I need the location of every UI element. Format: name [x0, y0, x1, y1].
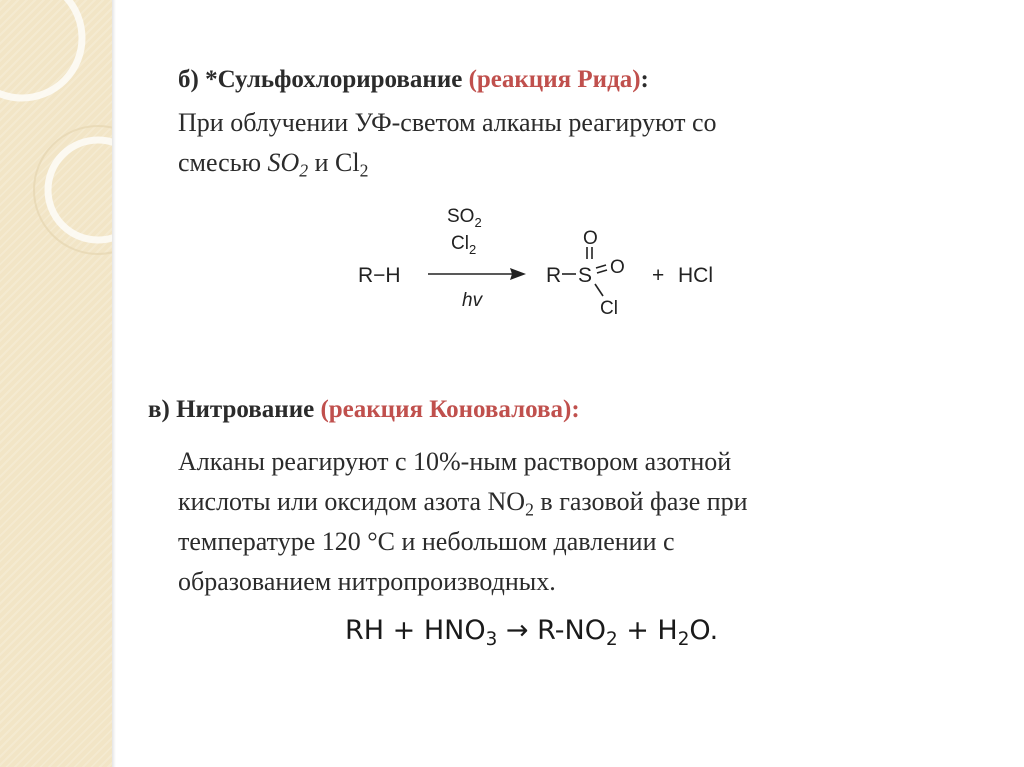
scheme-byproduct: HCl [678, 264, 713, 287]
section-v-line-4: образованием нитропроизводных. [178, 567, 556, 596]
scheme-product-s: S [578, 264, 593, 287]
section-v-heading-prefix: в) Нитрование [148, 396, 321, 423]
scheme-reagent-so2: $SO_2$ [447, 206, 482, 230]
equation-sub-1: 3 [485, 628, 498, 650]
scheme-reagent-cl2: $Cl_2$ [451, 233, 477, 257]
section-b-line-2-and: и Cl [308, 148, 360, 177]
nitration-equation [345, 615, 719, 650]
section-b-heading [178, 66, 649, 94]
equation-arrow: → R-NO [497, 615, 606, 646]
scheme-product-o-top: O [583, 228, 598, 249]
decorative-rings-graphic [0, 0, 112, 767]
scheme-product-r: R [546, 264, 562, 287]
section-b-line-2-a: смесью [178, 148, 268, 177]
scheme-reactant: R−H [358, 264, 401, 287]
decorative-left-band [0, 0, 112, 767]
scheme-bond-s-cl [595, 284, 603, 296]
section-v-heading-red: (реакция Коновалова): [320, 396, 580, 423]
equation-part-4: O. [689, 615, 719, 646]
section-b-line-2 [178, 145, 368, 181]
so2-sub: 2 [299, 160, 309, 181]
equation-sub-2: 2 [605, 628, 618, 650]
scheme-plus: + [652, 264, 665, 287]
section-v-heading [148, 396, 580, 424]
section-b-heading-red: (реакция Рида) [468, 66, 641, 93]
sulfochlorination-scheme [340, 196, 740, 326]
scheme-bond-s-o-right-1 [596, 265, 606, 268]
scheme-condition-hv: hv [462, 290, 483, 311]
section-v-line-2-b: в газовой фазе при [533, 487, 748, 516]
no2-sub: 2 [525, 499, 534, 520]
cl2-sub: 2 [359, 160, 369, 181]
band-shadow [112, 0, 116, 767]
section-b-heading-suffix: : [640, 66, 649, 93]
scheme-bond-s-o-right-2 [597, 270, 607, 273]
section-v-line-2-a: кислоты или оксидом азота NO [178, 487, 526, 516]
section-v-line-1: Алканы реагируют с 10%-ным раствором азотной [178, 447, 732, 476]
equation-sub-3: 2 [677, 628, 690, 650]
equation-part-3: + H [617, 615, 678, 646]
so2-formula [267, 148, 309, 181]
scheme-product-o-right: O [610, 257, 625, 278]
section-b-heading-prefix: б) *Сульфохлорирование [178, 66, 469, 93]
section-v-line-2 [178, 484, 748, 520]
scheme-product-cl: Cl [600, 298, 618, 319]
scheme-arrow-head [510, 268, 526, 280]
equation-part-1: RH + HNO [345, 615, 486, 646]
section-b-line-1: При облучении УФ-светом алканы реагируют со [178, 108, 717, 137]
so2-so: SO [267, 148, 300, 177]
section-v-line-3: температуре 120 °С и небольшом давлении с [178, 527, 675, 556]
